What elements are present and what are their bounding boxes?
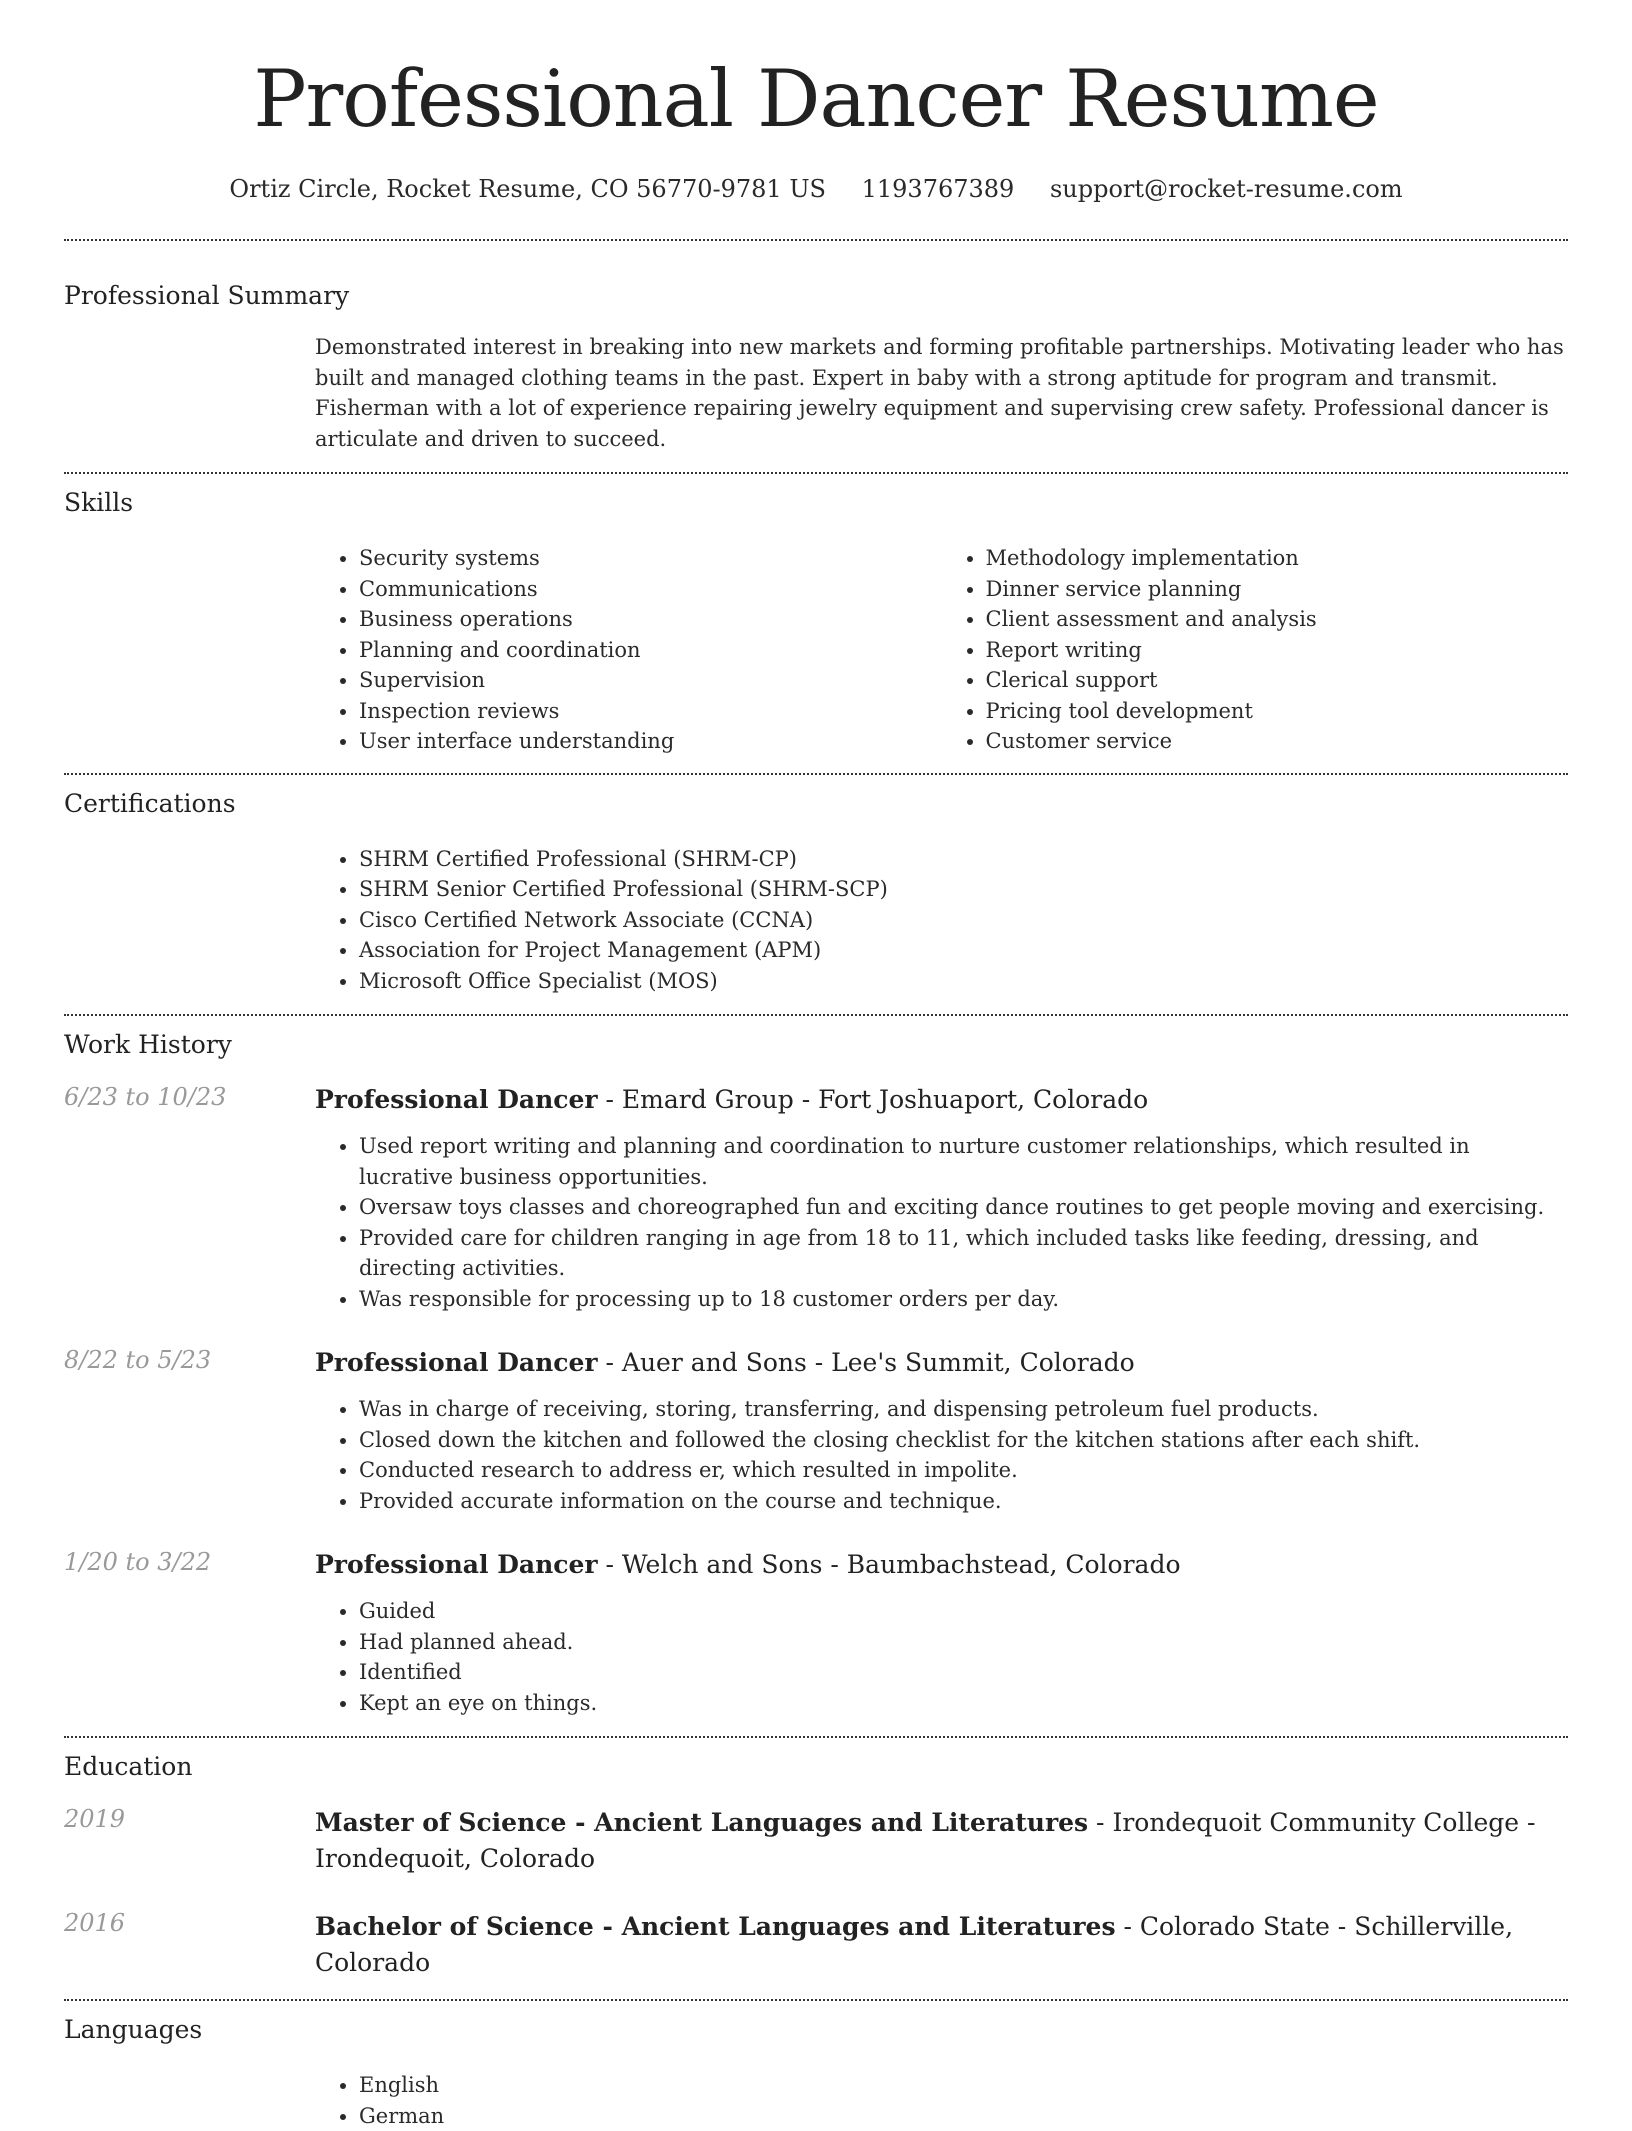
divider — [64, 1014, 1568, 1016]
skills-columns — [315, 543, 1568, 757]
resume-title: Professional Dancer Resume — [64, 60, 1568, 139]
certifications-section — [64, 789, 1568, 997]
skill-item: • Clerical support — [986, 665, 1569, 696]
education-section — [64, 1752, 1568, 1981]
job-bullet: • Oversaw toys classes and choreographed fun and exciting dance routines to get people moving and exercising. — [359, 1192, 1568, 1223]
job-dates: 6/23 to 10/23 — [64, 1083, 226, 1111]
job-dates: 1/20 to 3/22 — [64, 1548, 211, 1576]
job-title — [315, 1548, 1568, 1582]
certification-item: • SHRM Senior Certified Professional (SHRM-SCP) — [359, 874, 1568, 905]
job-bullet: • Provided accurate information on the course and technique. — [359, 1486, 1568, 1517]
job-bullet: • Kept an eye on things. — [359, 1688, 1568, 1719]
job-entry — [64, 1548, 1568, 1718]
certifications-list — [315, 844, 1568, 997]
languages-content — [315, 2070, 1568, 2131]
languages-list — [315, 2070, 1568, 2131]
education-entry — [64, 1805, 1568, 1877]
summary-text: Demonstrated interest in breaking into new markets and forming profitable partnerships. Motivating leader who has built and managed clothing teams in the past. Expert in baby with a strong aptitude for program and transmit. Fisherman with a lot of experience repairing jewelry equipment and supervising crew safety. Professional dancer is articulate and driven to succeed. — [315, 332, 1568, 454]
job-bullet: • Provided care for children ranging in age from 18 to 11, which included tasks like feeding, dressing, and directing activities. — [359, 1223, 1568, 1284]
languages-section — [64, 2015, 1568, 2131]
certification-item: • Association for Project Management (APM) — [359, 935, 1568, 966]
contact-line — [64, 175, 1568, 203]
job-title — [315, 1346, 1568, 1380]
work-history-heading: Work History — [64, 1030, 1568, 1059]
job-bullets — [315, 1394, 1568, 1516]
skills-list-right — [942, 543, 1569, 757]
skill-item: • Security systems — [359, 543, 942, 574]
divider — [64, 1736, 1568, 1738]
job-title — [315, 1083, 1568, 1117]
education-title — [315, 1805, 1568, 1877]
job-company: - Auer and Sons - Lee's Summit, Colorado — [598, 1348, 1135, 1377]
job-bullet: • Guided — [359, 1596, 1568, 1627]
education-year: 2019 — [64, 1805, 125, 1833]
contact-address: Ortiz Circle, Rocket Resume, CO 56770-9781 US — [229, 175, 826, 203]
education-school: - Colorado State - Schillerville, Colorado — [315, 1912, 1513, 1977]
job-dates: 8/22 to 5/23 — [64, 1346, 211, 1374]
job-company: - Emard Group - Fort Joshuaport, Colorado — [598, 1085, 1149, 1114]
education-entry — [64, 1909, 1568, 1981]
languages-heading: Languages — [64, 2015, 1568, 2044]
divider — [64, 773, 1568, 775]
education-heading: Education — [64, 1752, 1568, 1781]
skills-section — [64, 488, 1568, 757]
job-company: - Welch and Sons - Baumbachstead, Colorado — [598, 1550, 1181, 1579]
education-school: - Irondequoit Community College - Irondequoit, Colorado — [315, 1808, 1535, 1873]
job-bullet: • Was in charge of receiving, storing, transferring, and dispensing petroleum fuel products. — [359, 1394, 1568, 1425]
skill-item: • User interface understanding — [359, 726, 942, 757]
job-role: Professional Dancer — [315, 1085, 598, 1114]
contact-phone: 1193767389 — [862, 175, 1015, 203]
job-bullet: • Had planned ahead. — [359, 1627, 1568, 1658]
language-item: • English — [359, 2070, 1568, 2101]
job-bullet: • Was responsible for processing up to 18 customer orders per day. — [359, 1284, 1568, 1315]
skill-item: • Customer service — [986, 726, 1569, 757]
language-item: • German — [359, 2101, 1568, 2131]
skills-heading: Skills — [64, 488, 1568, 517]
job-bullet: • Closed down the kitchen and followed the closing checklist for the kitchen stations after each shift. — [359, 1425, 1568, 1456]
summary-section — [64, 281, 1568, 454]
job-bullet: • Identified — [359, 1657, 1568, 1688]
certifications-content — [315, 844, 1568, 997]
education-degree: Master of Science - Ancient Languages and Literatures — [315, 1808, 1088, 1837]
job-bullet: • Used report writing and planning and coordination to nurture customer relationships, which resulted in lucrative business opportunities. — [359, 1131, 1568, 1192]
contact-email: support@rocket-resume.com — [1050, 175, 1403, 203]
education-year: 2016 — [64, 1909, 125, 1937]
skill-item: • Supervision — [359, 665, 942, 696]
skill-item: • Client assessment and analysis — [986, 604, 1569, 635]
divider — [64, 1999, 1568, 2001]
divider — [64, 239, 1568, 241]
certification-item: • Microsoft Office Specialist (MOS) — [359, 966, 1568, 997]
certifications-heading: Certifications — [64, 789, 1568, 818]
skills-list-left — [315, 543, 942, 757]
skill-item: • Methodology implementation — [986, 543, 1569, 574]
resume-page — [64, 0, 1568, 2131]
divider — [64, 472, 1568, 474]
skill-item: • Dinner service planning — [986, 574, 1569, 605]
summary-heading: Professional Summary — [64, 281, 1568, 310]
job-role: Professional Dancer — [315, 1550, 598, 1579]
job-bullets — [315, 1131, 1568, 1314]
job-entry — [64, 1346, 1568, 1516]
education-title — [315, 1909, 1568, 1981]
skill-item: • Business operations — [359, 604, 942, 635]
skill-item: • Communications — [359, 574, 942, 605]
job-bullet: • Conducted research to address er, which resulted in impolite. — [359, 1455, 1568, 1486]
job-bullets — [315, 1596, 1568, 1718]
job-entry — [64, 1083, 1568, 1314]
skill-item: • Report writing — [986, 635, 1569, 666]
education-degree: Bachelor of Science - Ancient Languages and Literatures — [315, 1912, 1116, 1941]
certification-item: • Cisco Certified Network Associate (CCNA) — [359, 905, 1568, 936]
skill-item: • Inspection reviews — [359, 696, 942, 727]
skill-item: • Planning and coordination — [359, 635, 942, 666]
skill-item: • Pricing tool development — [986, 696, 1569, 727]
certification-item: • SHRM Certified Professional (SHRM-CP) — [359, 844, 1568, 875]
work-history-section — [64, 1030, 1568, 1718]
job-role: Professional Dancer — [315, 1348, 598, 1377]
